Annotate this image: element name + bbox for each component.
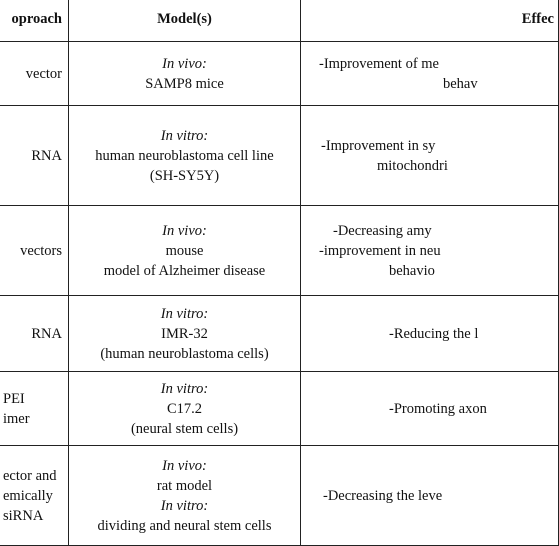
model-line: In vitro:: [160, 380, 209, 397]
effect-cell: [301, 206, 559, 296]
header-effects: Effec: [301, 0, 559, 42]
approach-line: RNA: [31, 147, 62, 164]
model-line: In vivo:: [162, 457, 207, 474]
model-line: rat model: [156, 477, 213, 494]
effect-cell: [301, 106, 559, 206]
effect-line: -Decreasing the leve: [323, 487, 443, 504]
approach-line: vectors: [20, 242, 62, 259]
effect-line: mitochondri: [377, 157, 448, 174]
approach-cell: [0, 446, 69, 546]
approach-cell: [0, 296, 69, 372]
effect-cell: [301, 372, 559, 446]
approach-line: vector: [25, 65, 62, 82]
model-line: In vitro:: [160, 305, 209, 322]
model-line: human neuroblastoma cell line: [95, 147, 274, 164]
model-cell: [69, 106, 301, 206]
model-cell: [69, 42, 301, 106]
effect-line: -Promoting axon: [389, 400, 487, 417]
model-cell: [69, 446, 301, 546]
table-row: [0, 206, 559, 296]
approach-cell: [0, 42, 69, 106]
approach-line: PEI: [3, 390, 25, 407]
table-row: [0, 296, 559, 372]
effect-line: -Decreasing amy: [333, 222, 432, 239]
effect-line: -Improvement of me: [319, 55, 439, 72]
header-models: Model(s): [69, 0, 301, 42]
model-line: In vivo:: [162, 55, 207, 72]
effect-line: -Improvement in sy: [321, 137, 436, 154]
model-line: In vitro:: [160, 127, 209, 144]
table-row: [0, 42, 559, 106]
model-line: dividing and neural stem cells: [97, 517, 272, 534]
model-line: model of Alzheimer disease: [103, 262, 266, 279]
effect-cell: [301, 42, 559, 106]
approach-cell: [0, 106, 69, 206]
model-line: mouse: [165, 242, 204, 259]
effect-cell: [301, 446, 559, 546]
effect-line: behav: [443, 75, 478, 92]
approach-line: ector and: [3, 467, 57, 484]
model-line: SAMP8 mice: [145, 75, 224, 92]
model-line: In vitro:: [160, 497, 209, 514]
approach-line: siRNA: [3, 507, 44, 524]
effect-line: -Reducing the l: [389, 325, 479, 342]
approach-cell: [0, 206, 69, 296]
approach-line: RNA: [31, 325, 62, 342]
model-line: (neural stem cells): [130, 420, 239, 437]
table-row: [0, 372, 559, 446]
table-row: [0, 446, 559, 546]
header-row: [0, 0, 559, 42]
model-line: IMR-32: [161, 325, 208, 342]
approach-line: imer: [3, 410, 30, 427]
header-approach: oproach: [0, 0, 69, 42]
model-line: In vivo:: [162, 222, 207, 239]
effect-line: -improvement in neu: [319, 242, 441, 259]
model-line: C17.2: [166, 400, 203, 417]
model-cell: [69, 372, 301, 446]
effect-line: behavio: [389, 262, 435, 279]
model-cell: [69, 206, 301, 296]
model-line: (SH-SY5Y): [149, 167, 220, 184]
effect-cell: [301, 296, 559, 372]
table-row: [0, 106, 559, 206]
approach-line: emically: [3, 487, 53, 504]
model-line: (human neuroblastoma cells): [100, 345, 269, 362]
model-cell: [69, 296, 301, 372]
approach-cell: [0, 372, 69, 446]
